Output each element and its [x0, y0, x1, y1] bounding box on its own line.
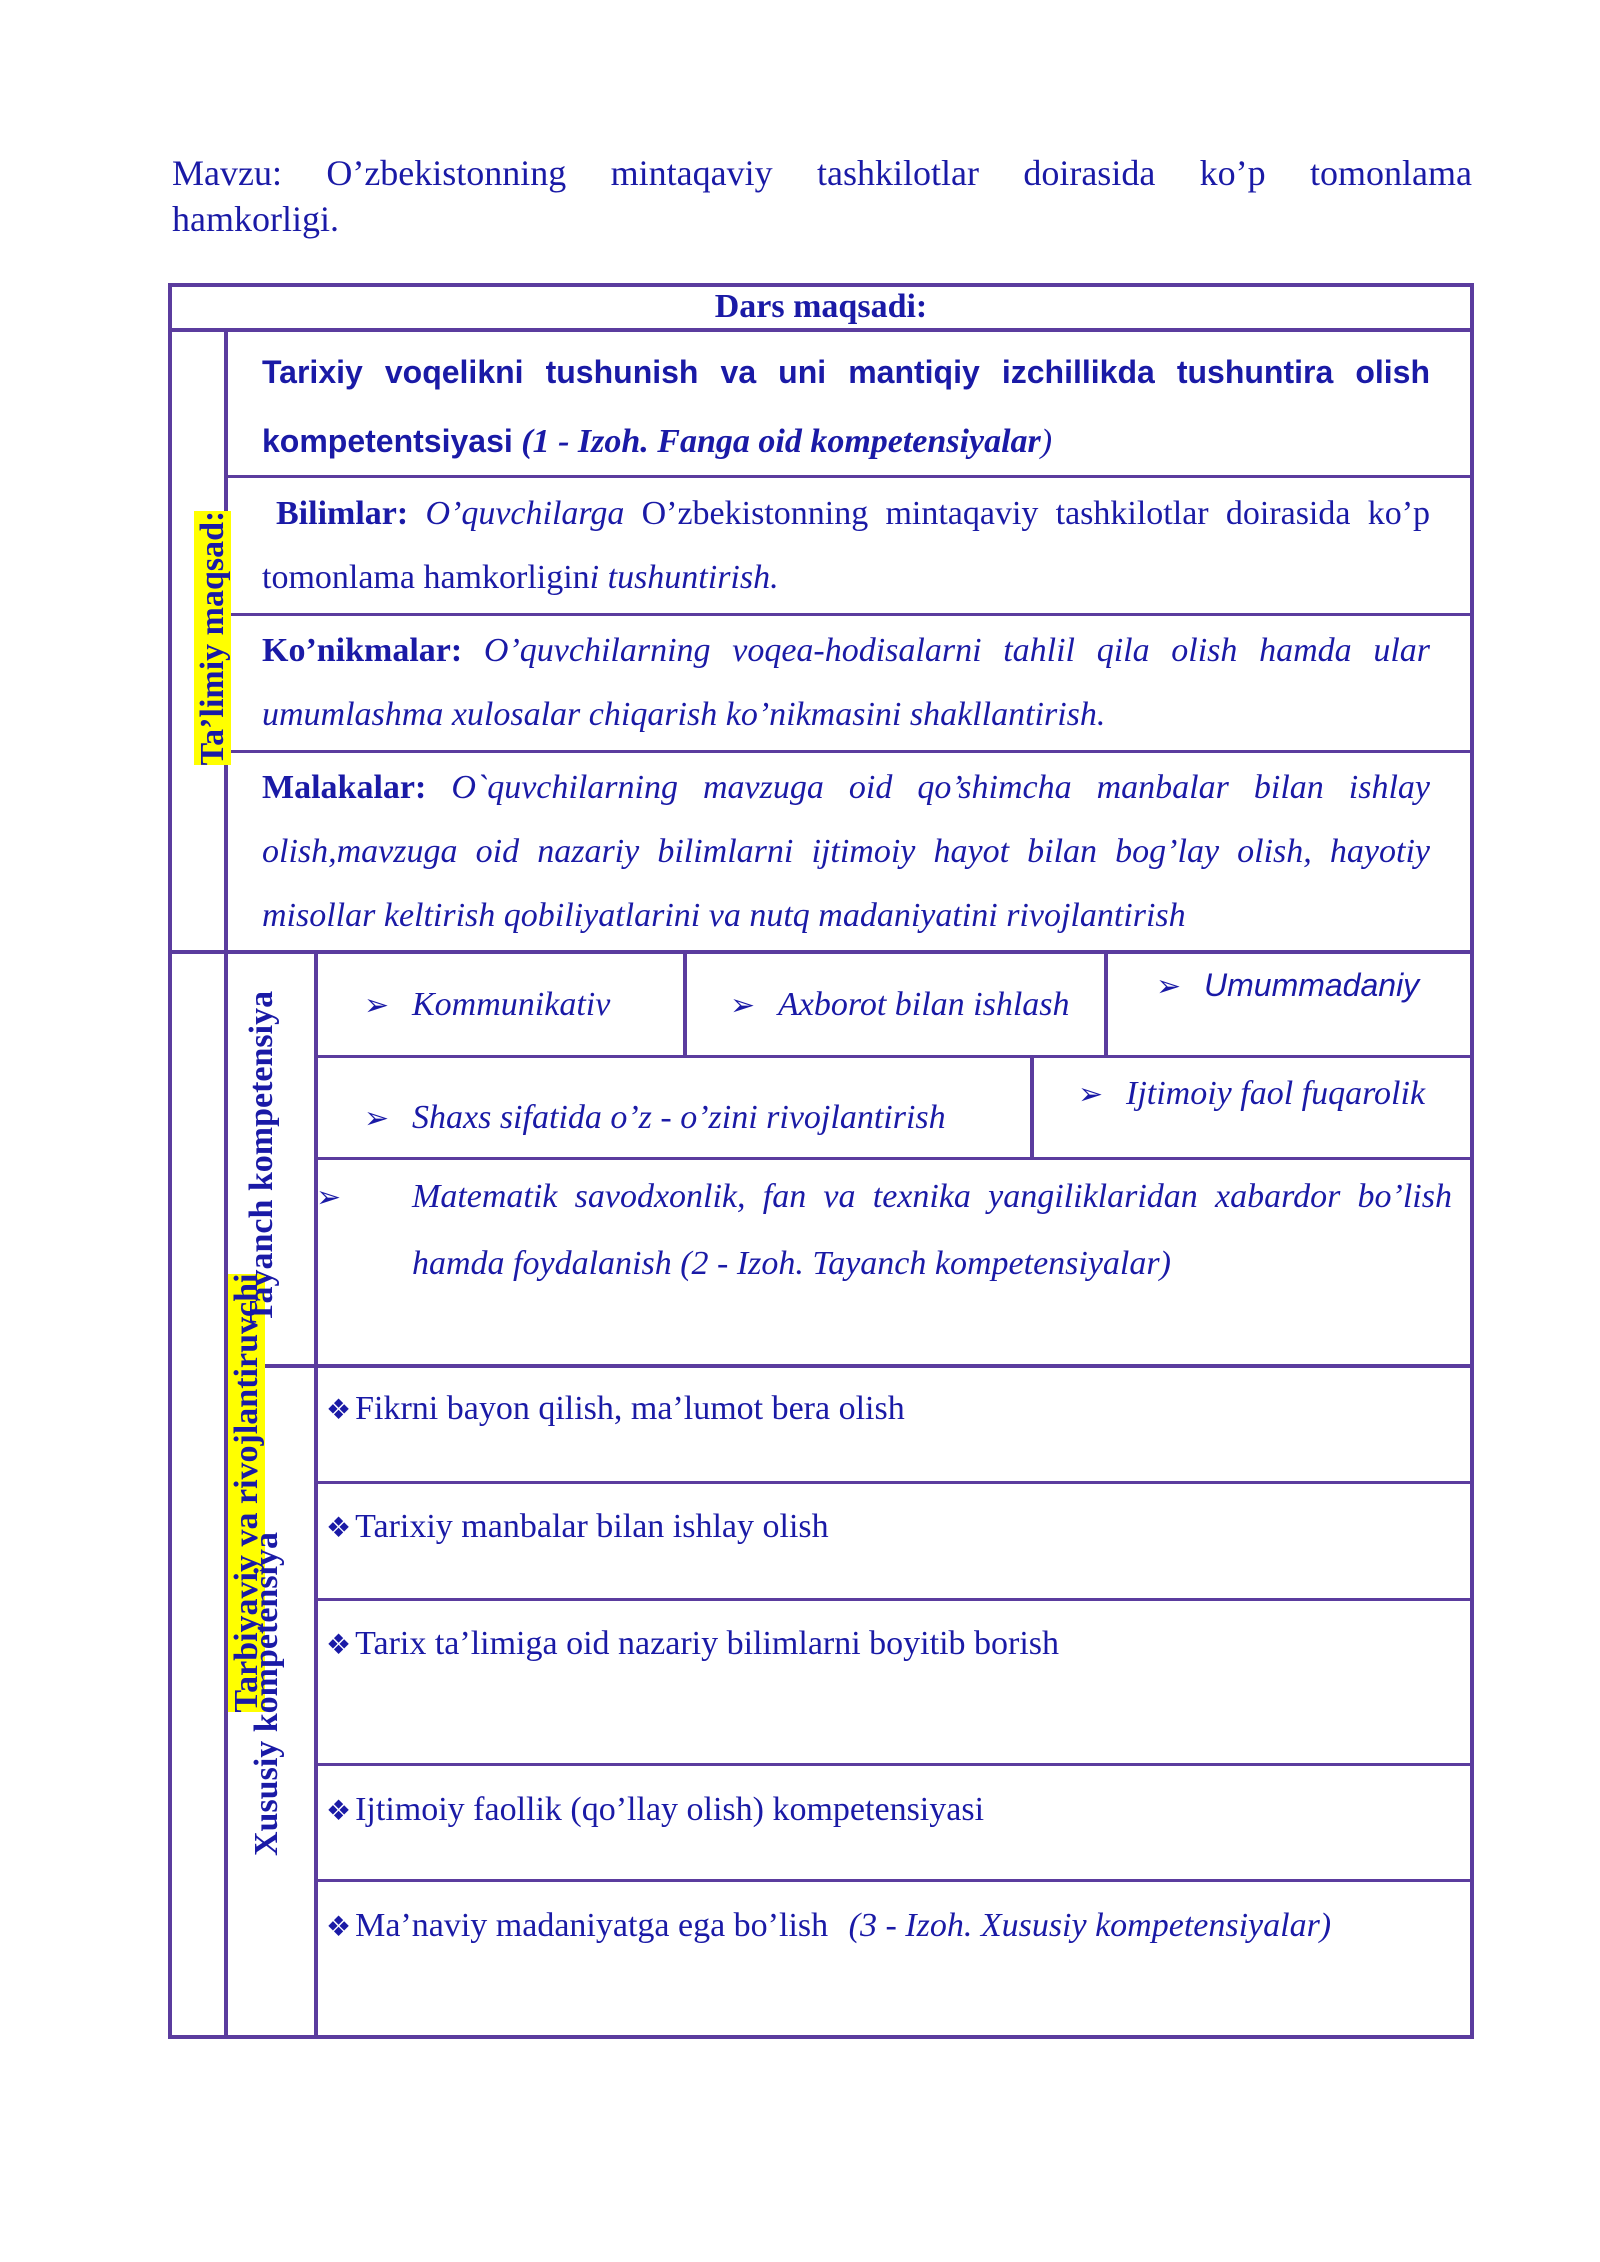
arrow-icon: ➢: [730, 989, 756, 1022]
table-header: Dars maqsadi:: [714, 288, 928, 325]
tayanch-kommunikativ: ➢ Kommunikativ: [364, 983, 610, 1028]
xususiy-item: ❖ Ma’naviy madaniyatga ega bo’lish (3 - Izoh. Xususiy kompetensiyalar): [326, 1907, 1332, 1944]
diamond-icon: ❖: [326, 1513, 352, 1544]
tayanch-umummadaniy: ➢ Umummadaniy: [1156, 963, 1419, 1009]
xususiy-item: ❖ Ijtimoiy faollik (qo’llay olish) kompetensiyasi: [326, 1791, 985, 1828]
tayanch-ijtimoiy: ➢ Ijtimoiy faol fuqarolik: [1078, 1072, 1425, 1117]
arrow-icon: ➢: [1156, 970, 1182, 1003]
tayanch-shaxs: ➢ Shaxs sifatida o’z - o’zini rivojlantirish: [364, 1096, 946, 1141]
arrow-icon: ➢: [364, 1102, 390, 1135]
malakalar-row: Malakalar: O`quvchilarning mavzuga oid qo’shimcha manbalar bilan ishlay olish,mavzuga oid nazariy bilimlarni ijtimoiy hayot bilan bog’lay olish, hayotiy misollar keltirish qobiliyatlarini va nutq madaniyatini rivojlantirish: [262, 769, 1431, 934]
xususiy-note: (3 - Izoh. Xususiy kompetensiyalar): [848, 1907, 1332, 1944]
topic-line-2: hamkorligi.: [172, 199, 339, 239]
xususiy-item: ❖ Tarix ta’limiga oid nazariy bilimlarni boyitib borish: [326, 1625, 1060, 1662]
tarbiyaviy-label: Tarbiyaviy va rivojlantiruvchi: [228, 1273, 265, 1713]
diamond-icon: ❖: [326, 1912, 352, 1943]
bilimlar-row: Bilimlar: O’quvchilarga O’zbekistonning mintaqaviy tashkilotlar doirasida ko’p tomonlama hamkorligini tushuntirish.: [262, 495, 1431, 596]
arrow-icon: ➢: [364, 989, 390, 1022]
xususiy-label: Xususiy kompetensiya: [248, 1532, 285, 1857]
konikmalar-row: Ko’nikmalar: O’quvchilarning voqea-hodisalarni tahlil qila olish hamda ular umumlashma xulosalar chiqarish ko’nikmasini shakllantirish.: [262, 632, 1430, 733]
xususiy-item: ❖ Tarixiy manbalar bilan ishlay olish: [326, 1508, 829, 1545]
tayanch-axborot: ➢ Axborot bilan ishlash: [730, 983, 1070, 1028]
diamond-icon: ❖: [326, 1630, 352, 1661]
tayanch-matematik: ➢ Matematik savodxonlik, fan va texnika yangiliklaridan xabardor bo’lish hamda foydalanish (2 - Izoh. Tayanch kompetensiyalar): [364, 1164, 1452, 1297]
arrow-icon: ➢: [1078, 1078, 1104, 1111]
talimiy-label: Ta’limiy maqsad:: [194, 510, 231, 766]
talimiy-competency: Tarixiy voqelikni tushunish va uni mantiqiy izchillikda tushuntira olish kompetentsiyasi (1 - Izoh. Fanga oid kompetensiyalar): [262, 354, 1430, 460]
tayanch-label: Tayanch kompetensiya: [243, 990, 280, 1324]
arrow-icon: ➢: [316, 1181, 342, 1214]
topic-line-1: Mavzu: O’zbekistonning mintaqaviy tashkilotlar doirasida ko’p tomonlama: [172, 153, 1472, 193]
diamond-icon: ❖: [326, 1796, 352, 1827]
xususiy-item: ❖ Fikrni bayon qilish, ma’lumot bera olish: [326, 1390, 905, 1427]
diamond-icon: ❖: [326, 1395, 352, 1426]
